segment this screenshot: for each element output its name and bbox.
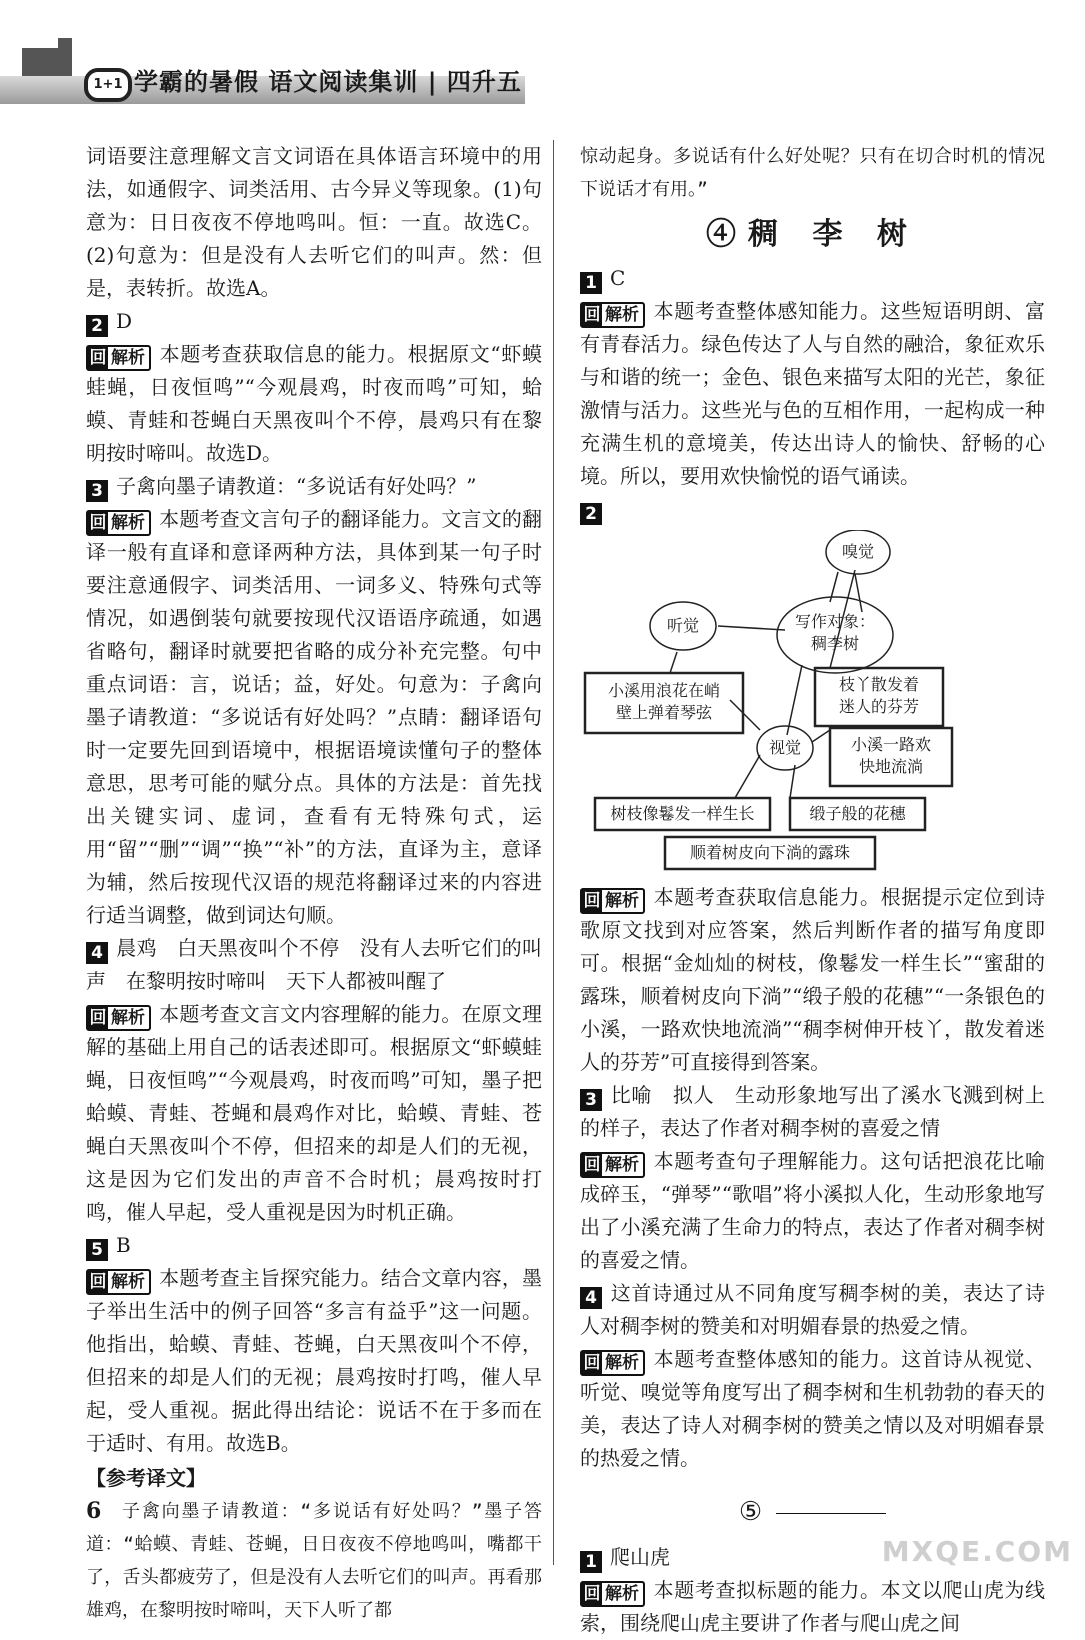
answer-value: 晨鸡 白天黑夜叫个不停 没有人去听它们的叫声 在黎明按时啼叫 天下人都被叫醒了 (86, 936, 542, 993)
analysis-icon: 回 (583, 305, 601, 325)
diagram-box-sight: 缎子般的花穗 (809, 804, 906, 823)
right-column (580, 140, 1045, 1640)
analysis-badge: 回 解析 (580, 302, 645, 328)
analysis-paragraph (580, 1145, 1045, 1277)
question-number: 3 (580, 1089, 602, 1111)
analysis-badge: 回 解析 (580, 888, 645, 914)
watermark: MXQE.COM (881, 1535, 1073, 1568)
question-number: 5 (86, 1239, 108, 1261)
answer-item (580, 262, 1045, 295)
diagram-box-sight: 顺着树皮向下淌的露珠 (689, 843, 850, 862)
answer-item (86, 932, 542, 998)
analysis-text: 本题考查文言文内容理解的能力。在原文理解的基础上用自己的话表述即可。根据原文“虾蟆蛙蝇，日夜恒鸣”“今观晨鸡，时夜而鸣”可知，墨子把蛤蟆、青蛙、苍蝇和晨鸡作对比，蛤蟆、青蛙、苍蝇白天黑夜叫个不停，但招来的却是人们的无视，这是因为它们发出的声音不合时机；晨鸡按时打鸣，催人早起，受人重视是因为时机正确。 (86, 1002, 542, 1224)
analysis-paragraph (580, 1343, 1045, 1475)
answer-item (580, 1277, 1045, 1343)
analysis-text: 本题考查整体感知的能力。这首诗从视觉、听觉、嗅觉等角度写出了稠李树和生机勃勃的春天的美，表达了诗人对稠李树的赞美之情以及对明媚春景的热爱之情。 (580, 1347, 1045, 1470)
section-5-title (580, 1489, 1045, 1535)
question-number: 4 (580, 1287, 602, 1309)
answer-value: 爬山虎 (610, 1545, 670, 1569)
answer-item (580, 1079, 1045, 1145)
analysis-badge: 回 解析 (580, 1581, 645, 1607)
analysis-badge: 回 解析 (580, 1152, 645, 1178)
diagram-box-smell: 枝丫散发着 迷人的芬芳 (838, 675, 919, 716)
diagram-node-sight: 视觉 (768, 738, 801, 757)
diagram-center-node: 写作对象： 稠李树 (794, 612, 875, 653)
analysis-icon: 回 (89, 348, 107, 368)
analysis-text: 本题考查主旨探究能力。结合文章内容，墨子举出生活中的例子回答“多言有益乎”这一问题。他指出，蛤蟆、青蛙、苍蝇，白天黑夜叫个不停，但招来的却是人们的无视；晨鸡按时打鸣，催人早起，受人重视。据此得出结论：说话不在于多而在于适时、有用。故选B。 (86, 1266, 542, 1455)
diagram-box-sight: 树枝像鬈发一样生长 (610, 804, 755, 823)
column-divider (553, 140, 554, 1565)
reference-translation-heading: 【参考译文】 (86, 1466, 206, 1490)
section-title: ④稠 李 树 (706, 217, 919, 252)
question-number: 1 (580, 1551, 602, 1573)
analysis-badge: 回 解析 (86, 345, 151, 371)
book-logo: 1+1 (84, 68, 132, 102)
answer-value: D (116, 309, 133, 333)
analysis-icon: 回 (89, 513, 107, 533)
answer-item (86, 305, 542, 338)
analysis-icon: 回 (583, 1584, 601, 1604)
reference-translation-text: 子禽向墨子请教道：“多说话有好处吗？”墨子答道：“蛤蟆、青蛙、苍蝇，日日夜夜不停地鸣叫，嘴都干了，舌头都疲劳了，但是没有人去听它们的叫声。再看那雄鸡，在黎明按时啼叫，天下人听了都 (86, 1501, 542, 1621)
analysis-icon: 回 (583, 1353, 601, 1373)
header-tab-decoration (58, 38, 72, 76)
answer-value: 这首诗通过从不同角度写稠李树的美，表达了诗人对稠李树的赞美和对明媚春景的热爱之情。 (580, 1281, 1045, 1338)
translation-continued: 惊动起身。多说话有什么好处呢？只有在切合时机的情况下说话才有用。” (580, 146, 1045, 200)
question-number: 2 (580, 503, 602, 525)
mind-map-diagram (580, 530, 1045, 875)
answer-value: B (116, 1233, 131, 1257)
analysis-icon: 回 (89, 1272, 107, 1292)
analysis-paragraph (86, 503, 542, 932)
analysis-paragraph (580, 881, 1045, 1079)
analysis-icon: 回 (583, 891, 601, 911)
book-title: 学霸的暑假 语文阅读集训 | 四升五 (134, 68, 522, 96)
analysis-icon: 回 (583, 1155, 601, 1175)
answer-item (580, 493, 1045, 526)
question-number: 4 (86, 942, 108, 964)
question-number: 2 (86, 315, 108, 337)
question-number: 3 (86, 480, 108, 502)
title-blank (776, 1513, 886, 1514)
analysis-text: 本题考查获取信息的能力。根据原文“虾蟆蛙蝇，日夜恒鸣”“今观晨鸡，时夜而鸣”可知，蛤蟆、青蛙和苍蝇白天黑夜叫个不停，晨鸡只有在黎明按时啼叫。故选D。 (86, 342, 542, 465)
diagram-box-sight: 小溪一路欢 快地流淌 (850, 735, 931, 776)
diagram-box-hearing: 小溪用浪花在峭 壁上弹着琴弦 (607, 681, 720, 722)
analysis-badge: 回 解析 (580, 1350, 645, 1376)
answer-text: 词语要注意理解文言文词语在具体语言环境中的用法，如通假字、词类活用、古今异义等现象。(1)句意为：日日夜夜不停地鸣叫。恒：一直。故选C。(2)句意为：但是没有人去听它们的叫声。然：但是，表转折。故选A。 (86, 144, 542, 300)
diagram-node-hearing: 听觉 (666, 616, 699, 635)
analysis-text: 本题考查句子理解能力。这句话把浪花比喻成碎玉，“弹琴”“歌唱”将小溪拟人化，生动形象地写出了小溪充满了生命力的特点，表达了作者对稠李树的喜爱之情。 (580, 1149, 1045, 1272)
left-column (86, 140, 542, 1627)
page-number: 6 (86, 1498, 102, 1524)
analysis-paragraph (580, 1574, 1045, 1640)
analysis-paragraph (580, 295, 1045, 493)
answer-value: 比喻 拟人 生动形象地写出了溪水飞溅到树上的样子，表达了作者对稠李树的喜爱之情 (580, 1083, 1045, 1140)
analysis-badge: 回 解析 (86, 1269, 151, 1295)
answer-item (86, 1229, 542, 1262)
header-tab-decoration (22, 48, 58, 76)
analysis-paragraph (86, 998, 542, 1229)
analysis-icon: 回 (89, 1008, 107, 1028)
analysis-badge: 回 解析 (86, 1005, 151, 1031)
page-header (0, 38, 525, 104)
diagram-node-smell: 嗅觉 (841, 542, 874, 561)
answer-item (86, 470, 542, 503)
analysis-badge: 回 解析 (86, 510, 151, 536)
analysis-text: 本题考查获取信息能力。根据提示定位到诗歌原文找到对应答案，然后判断作者的描写角度即可。根据“金灿灿的树枝，像鬈发一样生长”“蜜甜的露珠，顺着树皮向下淌”“缎子般的花穗”“一条银色的小溪，一路欢快地流淌”“稠李树伸开枝丫，散发着迷人的芬芳”可直接得到答案。 (580, 885, 1045, 1074)
analysis-paragraph (86, 338, 542, 470)
analysis-text: 本题考查文言句子的翻译能力。文言文的翻译一般有直译和意译两种方法，具体到某一句子时要注意通假字、词类活用、一词多义、特殊句式等情况，如遇倒装句就要按现代汉语语序疏通，如遇省略句，翻译时就要把省略的成分补充完整。句中重点词语：言，说话；益，好处。句意为：子禽向墨子请教道：“多说话有好处吗？”点睛：翻译语句时一定要先回到语境中，根据语境读懂句子的整体意思，思考可能的赋分点。具体的方法是：首先找出关键实词、虚词，查看有无特殊句式，运用“留”“删”“调”“换”“补”的方法，直译为主，意译为辅，然后按现代汉语的规范将翻译过来的内容进行适当调整，做到词达句顺。 (86, 507, 542, 927)
section-number: ⑤ (738, 1497, 763, 1527)
question-number: 1 (580, 272, 602, 294)
answer-value: C (610, 266, 626, 290)
answer-value: 子禽向墨子请教道：“多说话有好处吗？” (116, 474, 477, 498)
analysis-paragraph (86, 1262, 542, 1460)
analysis-text: 本题考查拟标题的能力。本文以爬山虎为线索，围绕爬山虎主要讲了作者与爬山虎之间 (580, 1578, 1045, 1635)
analysis-text: 本题考查整体感知能力。这些短语明朗、富有青春活力。绿色传达了人与自然的融洽，象征欢乐与和谐的统一；金色、银色来描写太阳的光芒，象征激情与活力。这些光与色的互相作用，一起构成一种充满生机的意境美，传达出诗人的愉快、舒畅的心境。所以，要用欢快愉悦的语气诵读。 (580, 299, 1045, 488)
